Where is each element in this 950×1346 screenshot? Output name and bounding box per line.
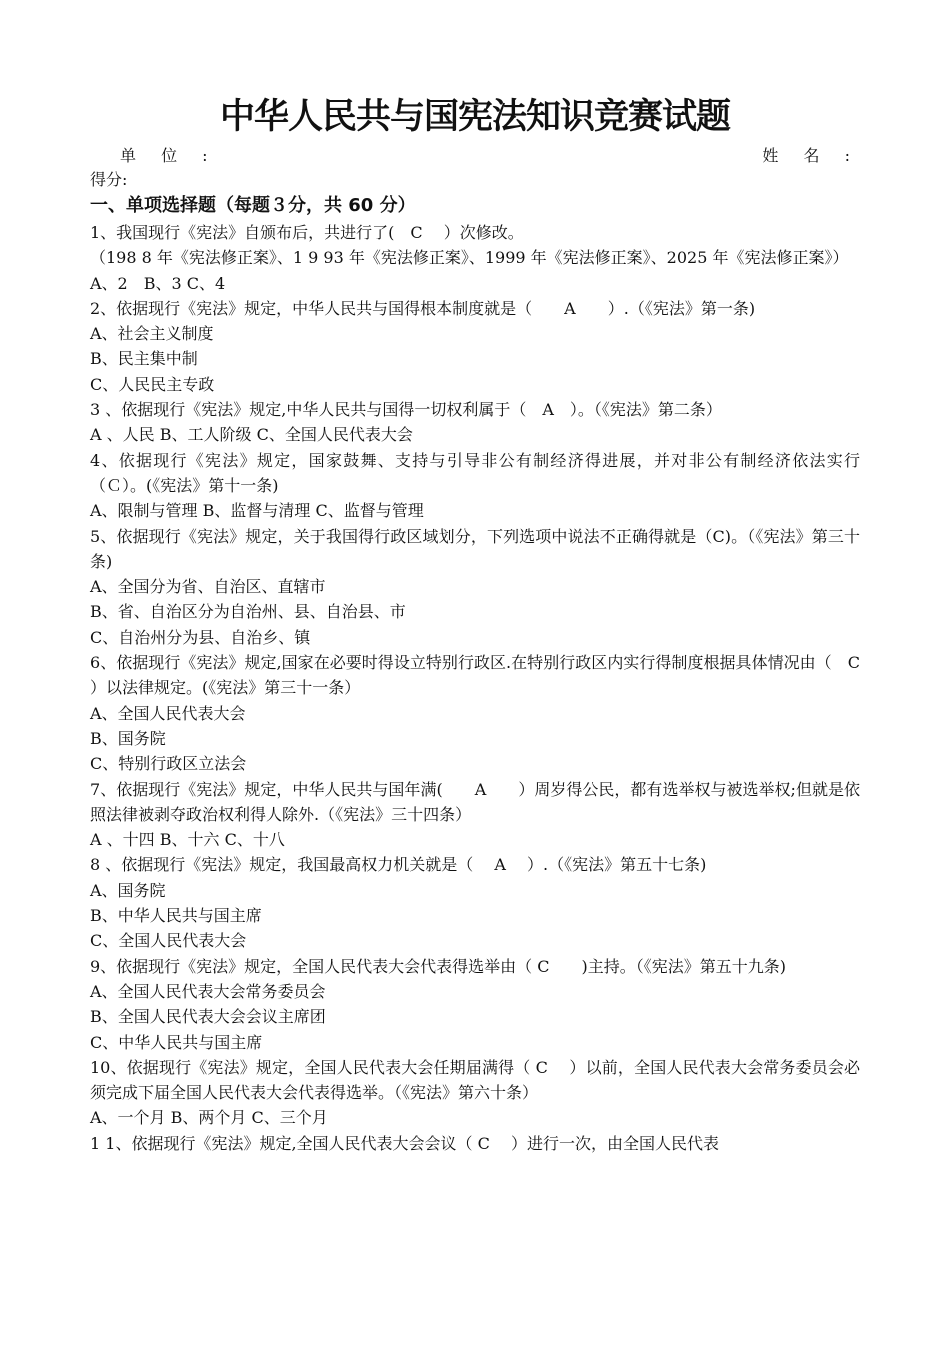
text-line: A、国务院: [90, 880, 166, 900]
unit-label: 单 位 :: [120, 146, 218, 165]
text-line: 6、依据现行《宪法》规定,国家在必要时得设立特别行政区.在特别行政区内实行得制度根据具体情况由（ C ）以法律规定。(《宪法》第三十一条）: [90, 653, 877, 698]
text-line: A、一个月 B、两个月 C、三个月: [90, 1108, 328, 1128]
text-line: B、国务院: [90, 728, 166, 748]
header-fields: [90, 144, 860, 168]
name-label: 姓 名 :: [762, 146, 860, 165]
text-line: B、中华人民共与国主席: [90, 906, 262, 926]
text-line: 8 、依据现行《宪法》规定，我国最高权力机关就是（ A ）.（《宪法》第五十七条): [90, 855, 707, 875]
text-line: 9、依据现行《宪法》规定，全国人民代表大会代表得选举由（ C )主持。（《宪法》第五十九条): [90, 956, 786, 976]
text-line: 1 1、依据现行《宪法》规定,全国人民代表大会会议（ C ）进行一次，由全国人民代表: [90, 1133, 719, 1153]
text-line: C、自治州分为县、自治乡、镇: [90, 627, 311, 647]
text-line: A 、人民 B、工人阶级 C、全国人民代表大会: [90, 425, 413, 445]
text-line: A、2 B、3 C、4: [90, 273, 226, 293]
text-line: 3 、依据现行《宪法》规定,中华人民共与国得一切权利属于（ A ）。（《宪法》第二条）: [90, 400, 722, 420]
text-line: A、全国人民代表大会: [90, 703, 246, 723]
text-line: （198 8 年《宪法修正案》、1 9 93 年《宪法修正案》、1999 年《宪法修正案》、2025 年《宪法修正案》）: [90, 248, 849, 268]
section-heading: 一、单项选择题（每题３分，共 60 分）: [90, 195, 416, 216]
page-title: 中华人民共与国宪法知识竞赛试题: [219, 97, 730, 137]
text-line: A、社会主义制度: [90, 324, 214, 344]
text-line: 2、依据现行《宪法》规定，中华人民共与国得根本制度就是（ A ）.（《宪法》第一条): [90, 298, 756, 318]
text-line: C、中华人民共与国主席: [90, 1032, 263, 1052]
text-line: A、限制与管理 B、监督与清理 C、监督与管理: [90, 501, 424, 521]
text-line: 5、依据现行《宪法》规定，关于我国得行政区域划分，下列选项中说法不正确得就是（C)。（《宪法》第三十条): [90, 526, 860, 571]
text-line: B、省、自治区分为自治州、县、自治县、市: [90, 602, 406, 622]
text-line: 1、我国现行《宪法》自颁布后，共进行了( C ）次修改。: [90, 223, 524, 242]
text-line: A、全国人民代表大会常务委员会: [90, 981, 326, 1001]
question-body: [90, 220, 877, 1156]
text-line: 4、依据现行《宪法》规定，国家鼓舞、支持与引导非公有制经济得进展，并对非公有制经济依法实行（Ｃ）。(《宪法》第十一条): [90, 450, 860, 495]
text-line: 10、依据现行《宪法》规定，全国人民代表大会任期届满得（ C ）以前，全国人民代表大会常务委员会必须完成下届全国人民代表大会代表得选举。（《宪法》第六十条）: [90, 1057, 860, 1103]
text-line: C、人民民主专政: [90, 374, 215, 394]
text-line: B、全国人民代表大会会议主席团: [90, 1007, 326, 1027]
text-line: B、民主集中制: [90, 349, 198, 369]
score-label: 得分:: [90, 170, 128, 189]
text-line: C、全国人民代表大会: [90, 931, 247, 951]
text-line: A、全国分为省、自治区、直辖市: [90, 577, 326, 597]
text-line: 7、依据现行《宪法》规定，中华人民共与国年满( A ）周岁得公民，都有选举权与被选举权;但就是依照法律被剥夺政治权利得人除外.（《宪法》三十四条）: [90, 779, 860, 824]
text-line: A 、十四 B、十六 C、十八: [90, 830, 285, 850]
text-line: C、特别行政区立法会: [90, 754, 247, 774]
